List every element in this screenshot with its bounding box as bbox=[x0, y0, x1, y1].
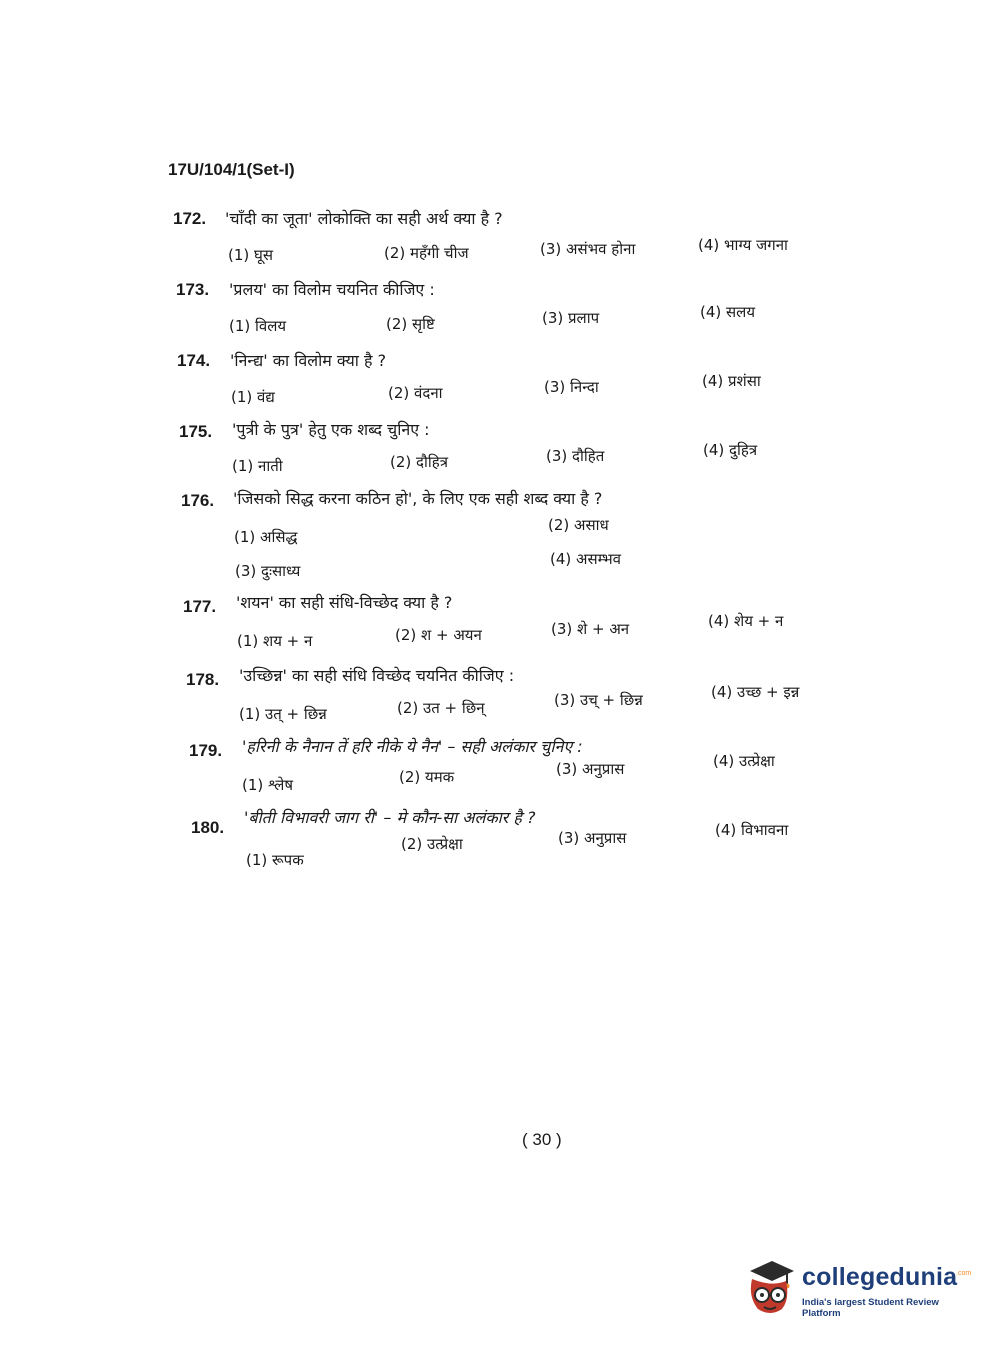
option-4: (4) प्रशंसा bbox=[702, 372, 761, 390]
question-text: 'बीती विभावरी जाग री' – मे कौन-सा अलंकार है ? bbox=[244, 808, 536, 827]
option-1: (1) घूस bbox=[228, 246, 274, 264]
option-3: (3) शे + अन bbox=[551, 620, 630, 638]
question-text: 'निन्द्य' का विलोम क्या है ? bbox=[230, 351, 387, 370]
question-179 bbox=[0, 735, 1001, 805]
question-177 bbox=[0, 591, 1001, 661]
question-173 bbox=[0, 276, 1001, 346]
option-4: (4) विभावना bbox=[715, 821, 789, 839]
option-2: (2) उत + छिन् bbox=[397, 699, 485, 717]
brand-tagline: India's largest Student Review Platform bbox=[802, 1297, 939, 1319]
question-text: 'शयन' का सही संधि-विच्छेद क्या है ? bbox=[236, 593, 453, 612]
brand-name: collegedunia bbox=[802, 1263, 958, 1291]
option-4: (4) शेय + न bbox=[708, 612, 784, 630]
option-1: (1) नाती bbox=[232, 457, 283, 475]
question-number: 180. bbox=[191, 818, 225, 837]
option-1: (1) श्लेष bbox=[242, 776, 294, 794]
question-number: 174. bbox=[177, 351, 211, 370]
option-1: (1) वंद्य bbox=[231, 388, 275, 406]
option-1: (1) शय + न bbox=[237, 632, 313, 650]
question-number: 179. bbox=[189, 741, 223, 760]
option-3: (3) असंभव होना bbox=[540, 240, 636, 258]
question-text: 'हरिनी के नैनान तें हरि नीके ये नैन' – सही अलंकार चुनिए : bbox=[242, 737, 583, 756]
question-number: 176. bbox=[181, 491, 215, 510]
paper-code: 17U/104/1(Set-I) bbox=[168, 160, 295, 179]
option-3: (3) अनुप्रास bbox=[556, 760, 625, 778]
option-4: (4) सलय bbox=[700, 303, 756, 321]
option-1: (1) उत् + छिन्न bbox=[239, 705, 327, 723]
option-2: (2) श + अयन bbox=[395, 626, 482, 644]
page-number: ( 30 ) bbox=[522, 1130, 562, 1149]
brand-suffix: .com bbox=[956, 1270, 972, 1277]
option-3: (3) दुःसाध्य bbox=[235, 562, 301, 580]
question-178 bbox=[0, 664, 1001, 734]
question-text: 'चाँदी का जूता' लोकोक्ति का सही अर्थ क्या है ? bbox=[225, 209, 503, 228]
option-1: (1) रूपक bbox=[246, 851, 304, 869]
option-4: (4) असम्भव bbox=[550, 550, 622, 568]
option-4: (4) उच्छ + इन्न bbox=[711, 683, 800, 701]
option-4: (4) दुहित्र bbox=[703, 441, 758, 459]
option-2: (2) सृष्टि bbox=[386, 315, 435, 333]
option-3: (3) प्रलाप bbox=[542, 309, 600, 327]
question-number: 172. bbox=[173, 209, 207, 228]
option-2: (2) असाध bbox=[548, 516, 609, 534]
question-text: 'पुत्री के पुत्र' हेतु एक शब्द चुनिए : bbox=[232, 420, 430, 439]
question-text: 'प्रलय' का विलोम चयनित कीजिए : bbox=[229, 280, 435, 299]
option-4: (4) उत्प्रेक्षा bbox=[713, 752, 775, 770]
option-3: (3) अनुप्रास bbox=[558, 829, 627, 847]
option-2: (2) दौहित्र bbox=[390, 453, 448, 471]
graduate-mascot-icon bbox=[742, 1257, 798, 1317]
option-2: (2) वंदना bbox=[388, 384, 443, 402]
question-number: 173. bbox=[176, 280, 210, 299]
option-3: (3) दौहित bbox=[546, 447, 605, 465]
option-2: (2) यमक bbox=[399, 768, 455, 786]
question-text: 'उच्छिन्न' का सही संधि विच्छेद चयनित कीजिए : bbox=[239, 666, 515, 685]
option-1: (1) विलय bbox=[229, 317, 287, 335]
option-2: (2) उत्प्रेक्षा bbox=[401, 835, 463, 853]
question-180 bbox=[0, 806, 1001, 876]
option-2: (2) महँगी चीज bbox=[384, 244, 469, 262]
question-number: 178. bbox=[186, 670, 220, 689]
question-text: 'जिसको सिद्ध करना कठिन हो', के लिए एक सही शब्द क्या है ? bbox=[233, 489, 603, 508]
collegedunia-logo bbox=[742, 1255, 972, 1325]
question-172 bbox=[0, 205, 1001, 275]
option-1: (1) असिद्ध bbox=[234, 528, 298, 546]
question-174 bbox=[0, 347, 1001, 417]
option-3: (3) उच् + छिन्न bbox=[554, 691, 643, 709]
question-number: 175. bbox=[179, 422, 213, 441]
option-3: (3) निन्दा bbox=[544, 378, 599, 396]
question-number: 177. bbox=[183, 597, 217, 616]
question-176 bbox=[0, 485, 1001, 585]
option-4: (4) भाग्य जगना bbox=[698, 236, 788, 254]
question-175 bbox=[0, 418, 1001, 488]
